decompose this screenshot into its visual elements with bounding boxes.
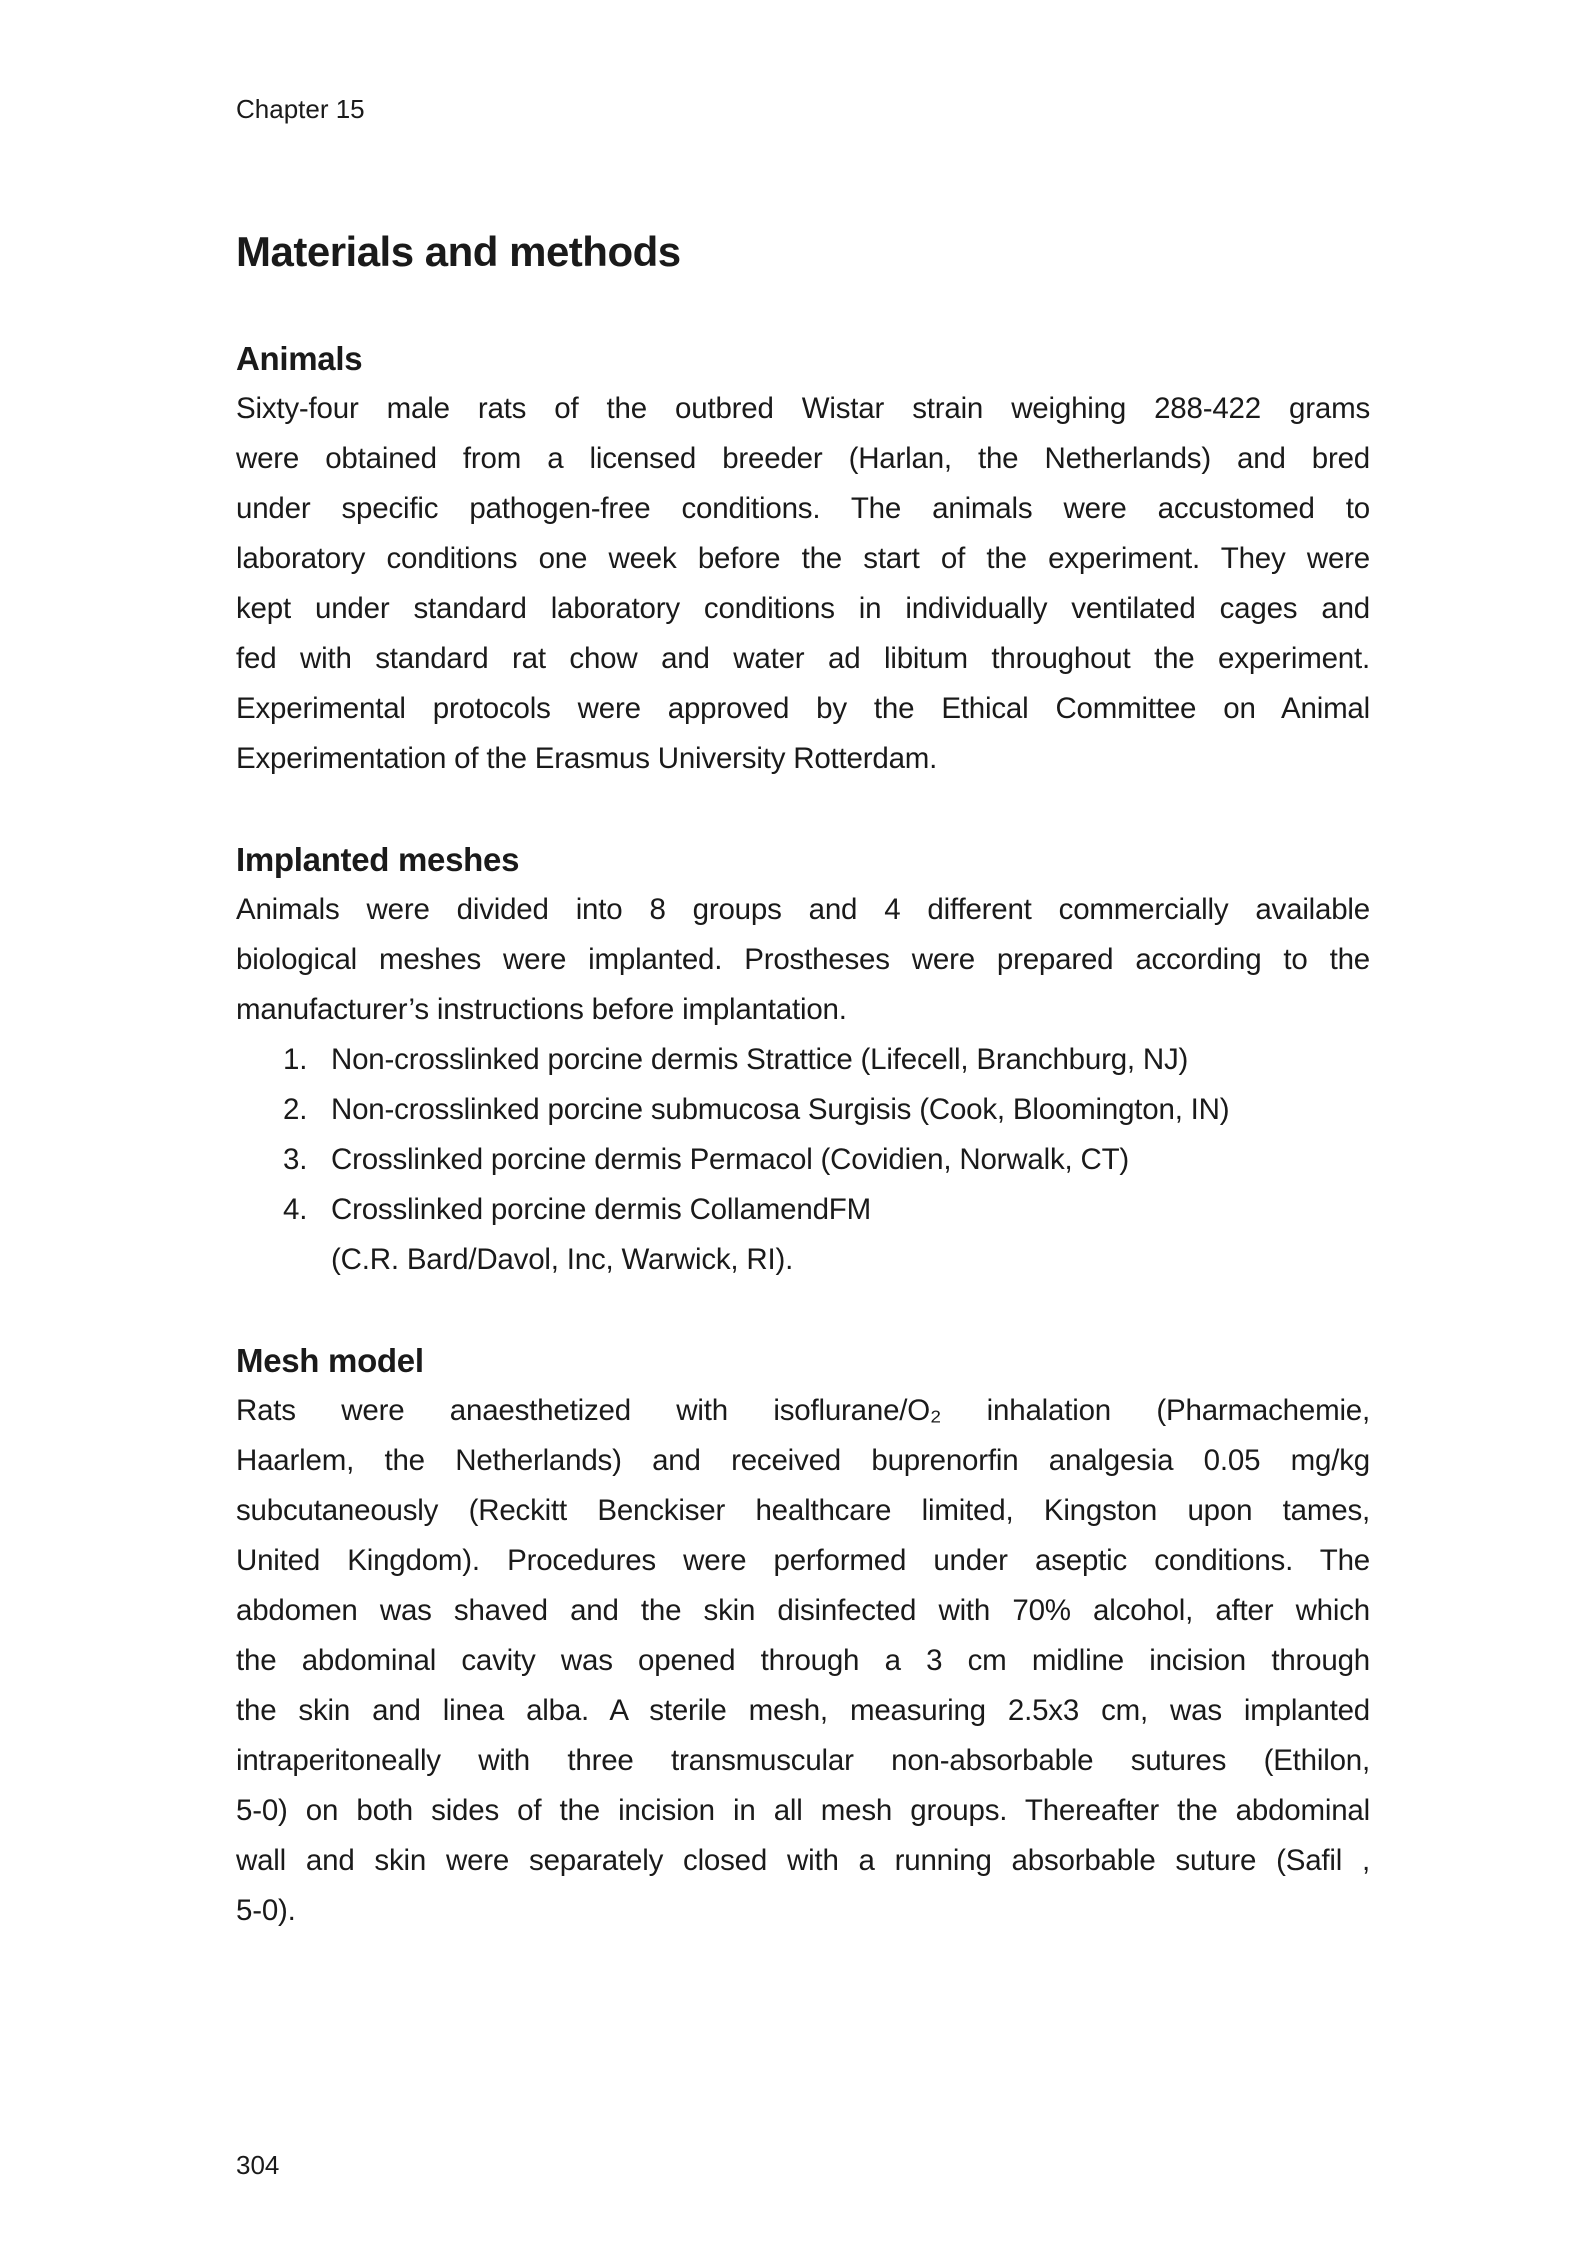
list-text: Crosslinked porcine dermis Permacol (Covidien, Norwalk, CT) [331,1143,1130,1176]
text-line: Animals were divided into 8 groups and 4 different commercially available [236,893,1370,926]
text-line: intraperitoneally with three transmuscular non-absorbable sutures (Ethilon, [236,1744,1370,1777]
text-line: Rats were anaesthetized with isoflurane/O₂ inhalation (Pharmachemie, [236,1394,1370,1427]
list-item [236,1235,1370,1285]
running-header: Chapter 15 [236,94,365,124]
text-line: Experimental protocols were approved by the Ethical Committee on Animal [236,692,1370,725]
section-body [236,885,1370,1035]
text-line: Haarlem, the Netherlands) and received buprenorfin analgesia 0.05 mg/kg [236,1444,1370,1477]
section-heading: Mesh model [236,1342,424,1379]
text-line: fed with standard rat chow and water ad libitum throughout the experiment. [236,642,1370,675]
text-line: manufacturer’s instructions before implantation. [236,993,847,1026]
list-item [236,1135,1370,1185]
text-line: were obtained from a licensed breeder (Harlan, the Netherlands) and bred [236,442,1370,475]
section-animals [236,334,1370,784]
text-line: 5-0) on both sides of the incision in all mesh groups. Thereafter the abdominal [236,1794,1370,1827]
text-line: United Kingdom). Procedures were performed under aseptic conditions. The [236,1544,1370,1577]
list-number: 1. [283,1043,308,1076]
section-body [236,1386,1370,1936]
text-line: 5-0). [236,1894,296,1927]
section-heading: Implanted meshes [236,841,520,878]
text-line: subcutaneously (Reckitt Benckiser healthcare limited, Kingston upon tames, [236,1494,1370,1527]
list-text: (C.R. Bard/Davol, Inc, Warwick, RI). [331,1243,794,1276]
section-implanted-meshes [236,835,1370,1285]
list-number: 4. [283,1193,308,1226]
mesh-list [236,1035,1370,1285]
section-heading: Animals [236,340,363,377]
list-text: Crosslinked porcine dermis CollamendFM [331,1193,871,1226]
text-line: kept under standard laboratory conditions in individually ventilated cages and [236,592,1370,625]
list-item [236,1085,1370,1135]
list-item [236,1185,1370,1235]
list-number: 2. [283,1093,308,1126]
text-line: the abdominal cavity was opened through a 3 cm midline incision through [236,1644,1370,1677]
list-number: 3. [283,1143,308,1176]
page-number: 304 [236,2150,280,2180]
text-line: the skin and linea alba. A sterile mesh, measuring 2.5x3 cm, was implanted [236,1694,1370,1727]
text-line: biological meshes were implanted. Prostheses were prepared according to the [236,943,1370,976]
page-title: Materials and methods [236,228,681,275]
text-line: Experimentation of the Erasmus University Rotterdam. [236,742,938,775]
section-body [236,384,1370,784]
list-text: Non-crosslinked porcine submucosa Surgisis (Cook, Bloomington, IN) [331,1093,1230,1126]
text-line: laboratory conditions one week before the start of the experiment. They were [236,542,1370,575]
list-text: Non-crosslinked porcine dermis Strattice (Lifecell, Branchburg, NJ) [331,1043,1189,1076]
text-line: wall and skin were separately closed with a running absorbable suture (Safil , [236,1844,1370,1877]
list-item [236,1035,1370,1085]
text-line: under specific pathogen-free conditions. The animals were accustomed to [236,492,1370,525]
text-line: abdomen was shaved and the skin disinfected with 70% alcohol, after which [236,1594,1370,1627]
text-line: Sixty-four male rats of the outbred Wistar strain weighing 288-422 grams [236,392,1370,425]
section-mesh-model [236,1336,1370,1936]
